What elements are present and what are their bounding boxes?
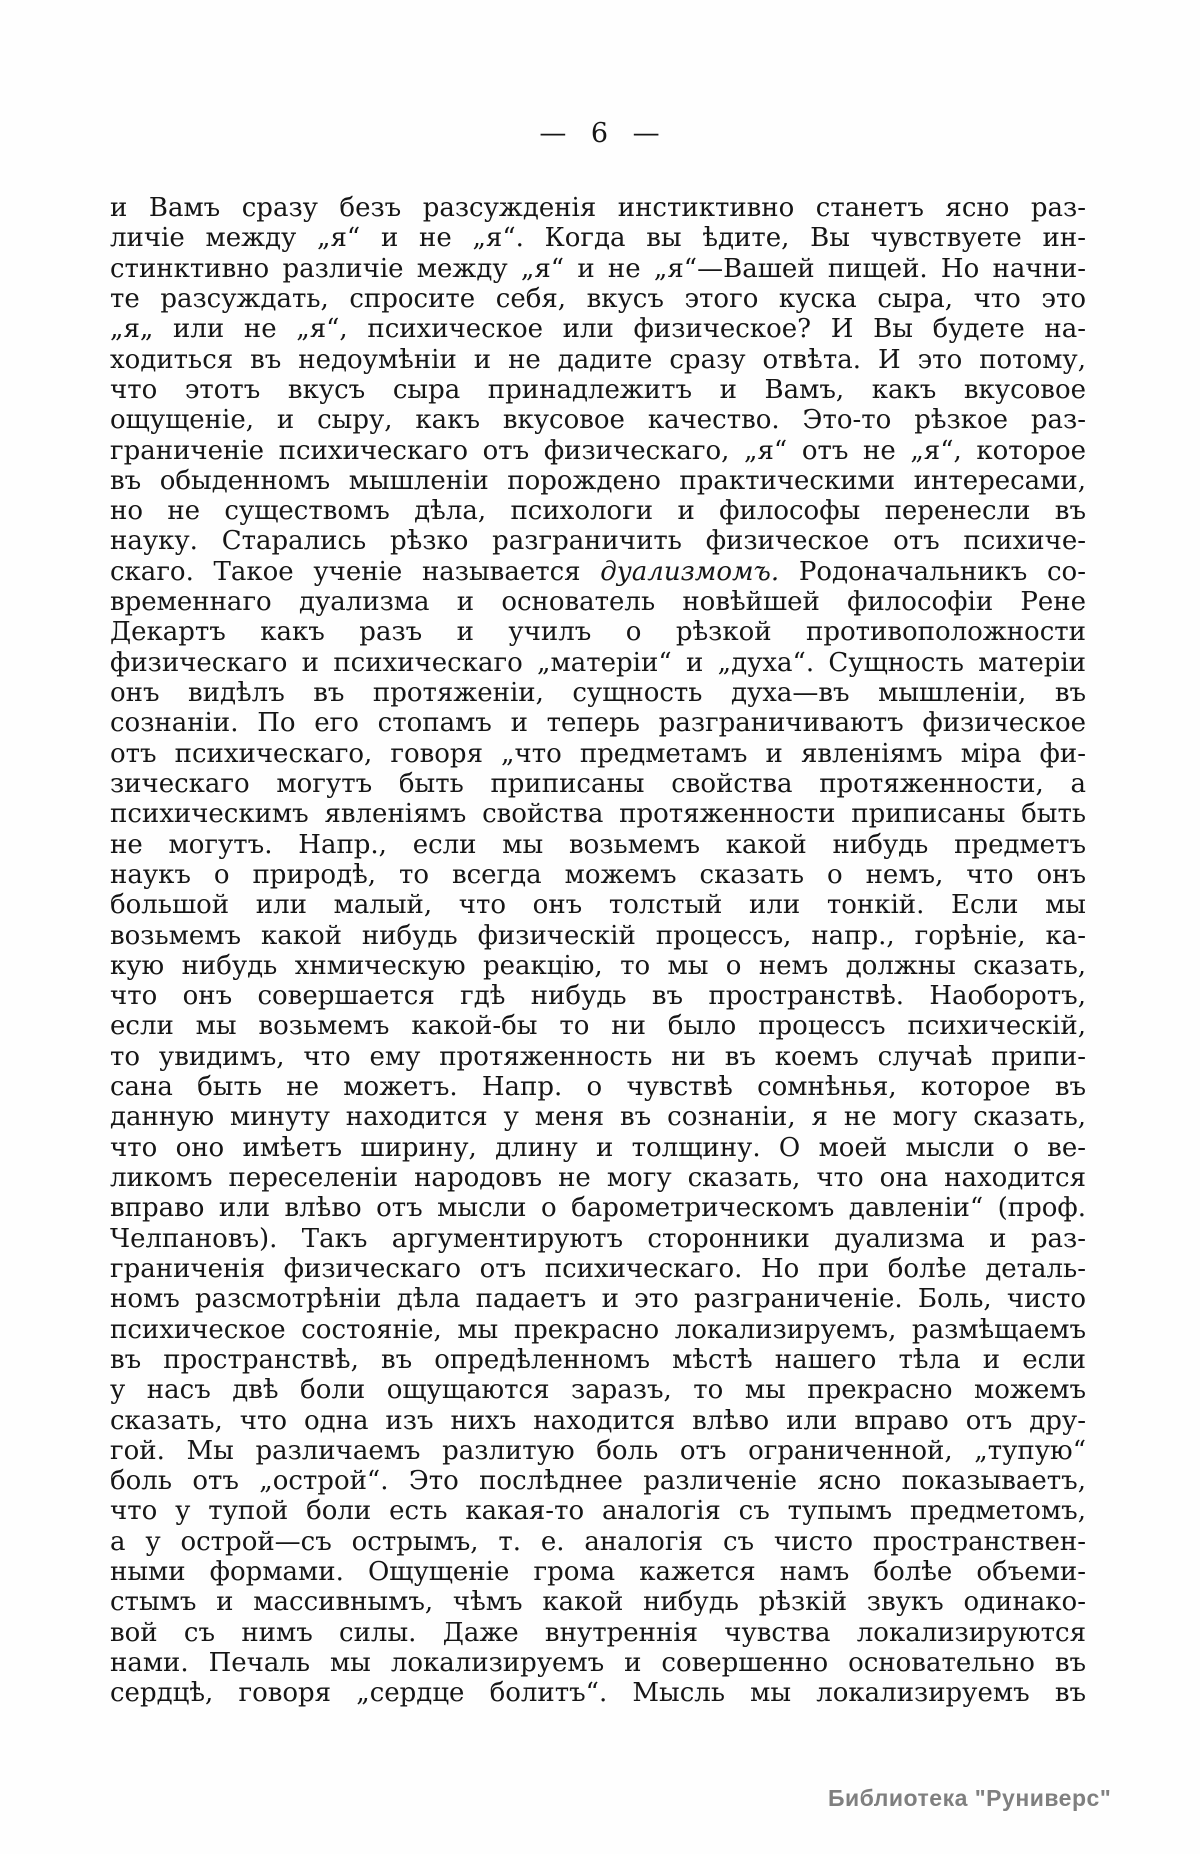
text-line: вой съ нимъ силы. Даже внутреннія чувства локализируются — [110, 1617, 1086, 1648]
text-line: въ пространствѣ, въ опредѣленномъ мѣстѣ нашего тѣла и если — [110, 1344, 1086, 1375]
text-line: временнаго дуализма и основатель новѣйшей философіи Рене — [110, 587, 1086, 618]
text-line: психическимъ явленіямъ свойства протяженности приписаны быть — [110, 799, 1086, 830]
text-line: нами. Печаль мы локализируемъ и совершенно основательно въ — [110, 1648, 1086, 1678]
text-line: Челпановъ). Такъ аргументируютъ сторонники дуализма и раз- — [110, 1223, 1086, 1254]
text-line: наукъ о природѣ, то всегда можемъ сказать о немъ, что онъ — [110, 859, 1086, 890]
text-line: возьмемъ какой нибудь физическій процессъ, напр., горѣніе, ка- — [110, 920, 1086, 951]
text-line: а у острой—съ острымъ, т. е. аналогія съ чисто пространствен- — [110, 1526, 1086, 1557]
text-line: ликомъ переселеніи народовъ не могу сказать, что она находится — [110, 1163, 1086, 1193]
page-number: — 6 — — [539, 118, 661, 149]
text-line: что этотъ вкусъ сыра принадлежитъ и Вамъ, какъ вкусовое — [110, 374, 1086, 405]
text-line: данную минуту находится у меня въ сознаніи, я не могу сказать, — [110, 1102, 1086, 1133]
text-block — [110, 193, 1086, 1709]
text-line: граниченія физическаго отъ психическаго. Но при болѣе деталь- — [110, 1253, 1086, 1284]
text-line: отъ психическаго, говоря „что предметамъ и явленіямъ міра фи- — [110, 738, 1086, 769]
text-line: сана быть не можетъ. Напр. о чувствѣ сомнѣнья, которое въ — [110, 1072, 1086, 1103]
text-line: у насъ двѣ боли ощущаются заразъ, то мы прекрасно можемъ — [110, 1375, 1086, 1406]
text-line: науку. Старались рѣзко разграничить физическое отъ психиче- — [110, 526, 1086, 557]
text-line: если мы возьмемъ какой-бы то ни было процессъ психическій, — [110, 1011, 1086, 1042]
text-line: не могутъ. Напр., если мы возьмемъ какой нибудь предметъ — [110, 829, 1086, 860]
text-line: скаго. Такое ученіе называется дуализмомъ. Родоначальникъ со- — [110, 556, 1086, 587]
text-line: ощущеніе, и сыру, какъ вкусовое качество. Это-то рѣзкое раз- — [110, 405, 1086, 436]
library-watermark: Библиотека "Руниверс" — [828, 1785, 1112, 1811]
text-line: то увидимъ, что ему протяженность ни въ коемъ случаѣ припи- — [110, 1041, 1086, 1072]
text-line: стинктивно различіе между „я“ и не „я“—Вашей пищей. Но начни- — [110, 253, 1086, 284]
text-line: гой. Мы различаемъ разлитую боль отъ ограниченной, „тупую“ — [110, 1435, 1086, 1466]
text-line: ходиться въ недоумѣніи и не дадите сразу отвѣта. И это потому, — [110, 344, 1086, 375]
text-line: Декартъ какъ разъ и училъ о рѣзкой противоположности — [110, 617, 1086, 648]
text-line: онъ видѣлъ въ протяженіи, сущность духа—въ мышленіи, въ — [110, 678, 1086, 708]
text-line: что оно имѣетъ ширину, длину и толщину. О моей мысли о ве- — [110, 1132, 1086, 1163]
text-line: зическаго могутъ быть приписаны свойства протяженности, а — [110, 768, 1086, 799]
text-line: номъ разсмотрѣніи дѣла падаетъ и это разграниченіе. Боль, чисто — [110, 1284, 1086, 1315]
text-line: боль отъ „острой“. Это послѣднее различеніе ясно показываетъ, — [110, 1466, 1086, 1497]
text-line: „я„ или не „я“, психическое или физическое? И Вы будете на- — [110, 314, 1086, 345]
text-line: большой или малый, что онъ толстый или тонкій. Если мы — [110, 890, 1086, 921]
text-line: личіе между „я“ и не „я“. Когда вы ѣдите, Вы чувствуете ин- — [110, 223, 1086, 254]
text-line: сердцѣ, говоря „сердце болитъ“. Мысль мы локализируемъ въ — [110, 1678, 1086, 1709]
text-line: граниченіе психическаго отъ физическаго, „я“ отъ не „я“, которое — [110, 435, 1086, 466]
text-line: стымъ и массивнымъ, чѣмъ какой нибудь рѣзкій звукъ одинако- — [110, 1587, 1086, 1618]
text-line: физическаго и психическаго „матеріи“ и „духа“. Сущность матеріи — [110, 647, 1086, 678]
text-line: вправо или влѣво отъ мысли о барометрическомъ давленіи“ (проф. — [110, 1193, 1086, 1224]
text-line: но не существомъ дѣла, психологи и философы перенесли въ — [110, 496, 1086, 527]
text-line: что у тупой боли есть какая-то аналогія съ тупымъ предметомъ, — [110, 1496, 1086, 1527]
text-line: сознаніи. По его стопамъ и теперь разграничиваютъ физическое — [110, 708, 1086, 739]
text-line: въ обыденномъ мышленіи порождено практическими интересами, — [110, 465, 1086, 496]
text-line: ными формами. Ощущеніе грома кажется намъ болѣе объеми- — [110, 1557, 1086, 1588]
text-line: и Вамъ сразу безъ разсужденія инстиктивно станетъ ясно раз- — [110, 193, 1086, 223]
text-line: кую нибудь хнмическую реакцію, то мы о немъ должны сказать, — [110, 950, 1086, 981]
text-line: сказать, что одна изъ нихъ находится влѣво или вправо отъ дру- — [110, 1405, 1086, 1436]
text-line: психическое состояніе, мы прекрасно локализируемъ, размѣщаемъ — [110, 1314, 1086, 1345]
text-line: те разсуждать, спросите себя, вкусъ этого куска сыра, что это — [110, 283, 1086, 314]
text-line: что онъ совершается гдѣ нибудь въ пространствѣ. Наоборотъ, — [110, 981, 1086, 1012]
